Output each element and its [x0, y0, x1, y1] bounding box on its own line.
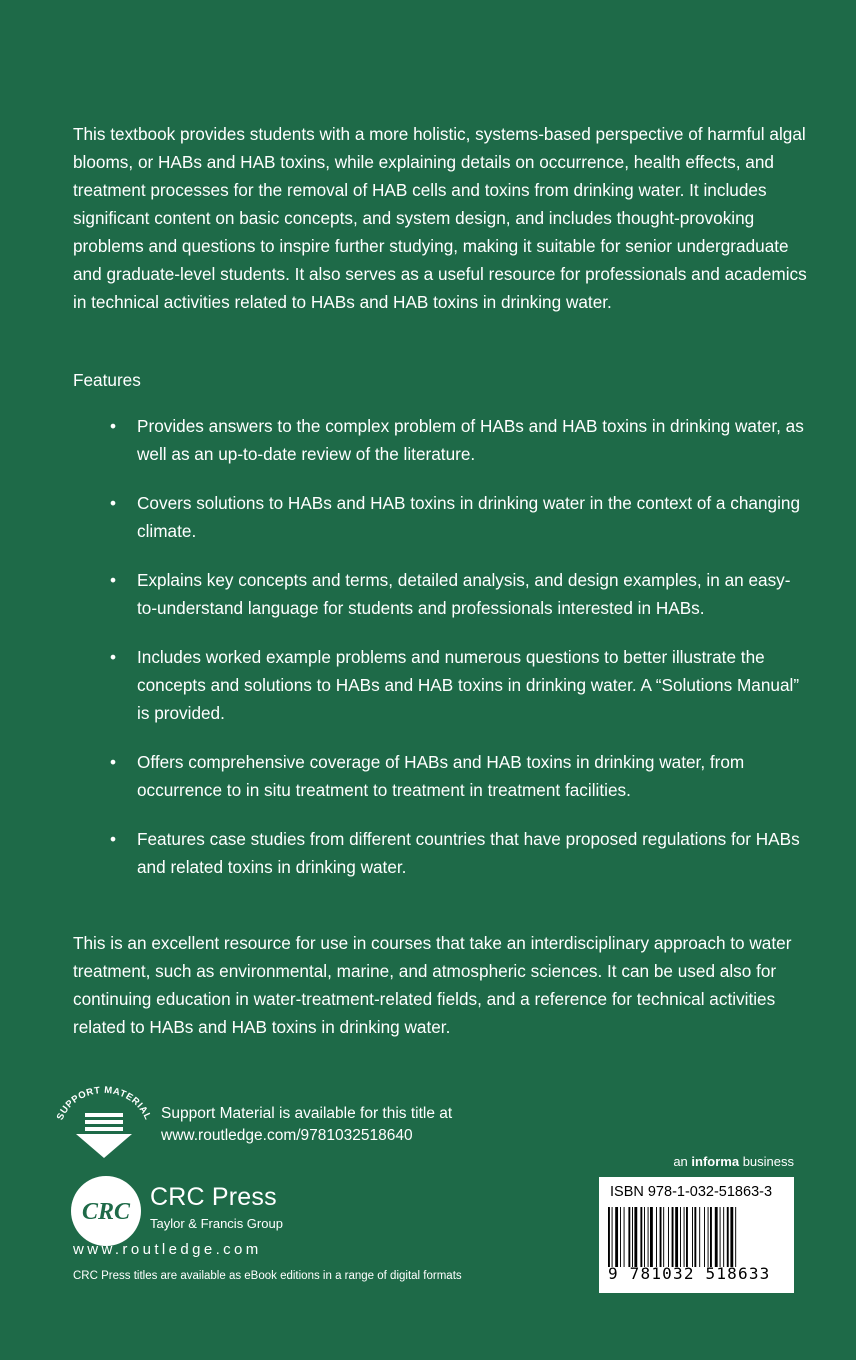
barcode-bar — [684, 1207, 685, 1267]
barcode-bar — [634, 1207, 637, 1267]
bullet-icon: • — [110, 752, 117, 772]
features-list — [110, 412, 810, 881]
feature-item: • Explains key concepts and terms, detailed analysis, and design examples, in an easy-to-understand language for students and professionals interested in HABs. — [110, 566, 810, 622]
barcode-bar — [672, 1207, 674, 1267]
barcode-bar — [720, 1207, 721, 1267]
barcode-bar — [648, 1207, 649, 1267]
barcode-icon — [608, 1207, 786, 1267]
feature-item: • Provides answers to the complex problem of HABs and HAB toxins in drinking water, as well as an up-to-date review of the literature. — [110, 412, 810, 468]
ebook-note: CRC Press titles are available as eBook editions in a range of digital formats — [73, 1270, 462, 1282]
isbn-label: ISBN 978-1-032-51863-3 — [610, 1184, 773, 1200]
barcode-bar — [663, 1207, 664, 1267]
barcode-bar — [699, 1207, 700, 1267]
barcode-bar — [668, 1207, 669, 1267]
svg-text:SUPPORT MATERIAL: SUPPORT MATERIAL — [54, 1085, 154, 1122]
barcode-digits: 9 781032 518633 — [608, 1264, 771, 1283]
barcode-bar — [620, 1207, 621, 1267]
feature-item: • Covers solutions to HABs and HAB toxins in drinking water in the context of a changing climate. — [110, 489, 810, 545]
feature-item: • Includes worked example problems and numerous questions to better illustrate the concepts and solutions to HABs and HAB toxins in drinking water. A “Solutions Manual” is provided. — [110, 643, 810, 727]
barcode-bar — [644, 1207, 645, 1267]
barcode-bar — [727, 1207, 729, 1267]
barcode-bar — [675, 1207, 678, 1267]
bullet-icon: • — [110, 416, 117, 436]
publisher-name: CRC Press — [150, 1183, 277, 1211]
support-line-1: Support Material is available for this title at — [161, 1105, 453, 1122]
barcode-bar — [710, 1207, 712, 1267]
support-url[interactable]: www.routledge.com/9781032518640 — [161, 1127, 413, 1144]
barcode-bar — [704, 1207, 705, 1267]
barcode-bar — [723, 1207, 724, 1267]
support-material-note — [161, 1103, 452, 1147]
intro-paragraph: This textbook provides students with a more holistic, systems-based perspective of harmful algal blooms, or HABs and HAB toxins, while explaining details on occurrence, health effects, and treatment processes for the removal of HAB cells and toxins from drinking water. It includes significant content on basic concepts, and system design, and includes thought-provoking problems and questions to inspire further studying, making it suitable for senior undergraduate and graduate-level students. It also serves as a useful resource for professionals and academics in technical activities related to HABs and HAB toxins in drinking water. — [73, 124, 807, 312]
barcode-bar — [715, 1207, 718, 1267]
barcode-bar — [615, 1207, 618, 1267]
barcode-bar — [735, 1207, 736, 1267]
closing-paragraph: This is an excellent resource for use in courses that take an interdisciplinary approach to water treatment, such as environmental, marine, and atmospheric sciences. It can be used also for continuing education in water-treatment-related fields, and a reference for technical activities related to HABs and HAB toxins in drinking water. — [73, 933, 792, 1037]
barcode-bar — [680, 1207, 681, 1267]
informa-tagline: an informa business — [673, 1154, 794, 1169]
bullet-icon: • — [110, 647, 117, 667]
barcode-bar — [708, 1207, 709, 1267]
barcode-bar — [694, 1207, 696, 1267]
barcode-bar — [608, 1207, 610, 1267]
crc-logo-icon — [70, 1175, 142, 1247]
publisher-website[interactable]: www.routledge.com — [73, 1241, 262, 1258]
barcode-bar — [692, 1207, 693, 1267]
bullet-icon: • — [110, 493, 117, 513]
barcode-bar — [656, 1207, 657, 1267]
support-material-icon — [52, 1085, 156, 1165]
feature-item: • Features case studies from different countries that have proposed regulations for HABs and related toxins in drinking water. — [110, 825, 810, 881]
barcode-bar — [632, 1207, 633, 1267]
svg-text:CRC: CRC — [81, 1199, 131, 1225]
barcode-bar — [686, 1207, 688, 1267]
barcode-bar — [628, 1207, 630, 1267]
barcode-bar — [612, 1207, 613, 1267]
publisher-group: Taylor & Francis Group — [150, 1216, 283, 1231]
barcode-bar — [660, 1207, 662, 1267]
barcode-bar — [640, 1207, 642, 1267]
isbn-barcode — [599, 1177, 794, 1293]
bullet-icon: • — [110, 829, 117, 849]
feature-item: • Offers comprehensive coverage of HABs and HAB toxins in drinking water, from occurrence to in situ treatment to treatment in treatment facilities. — [110, 748, 810, 804]
barcode-bar — [650, 1207, 653, 1267]
bullet-icon: • — [110, 570, 117, 590]
barcode-bar — [624, 1207, 625, 1267]
features-heading: Features — [73, 370, 141, 390]
barcode-bar — [730, 1207, 733, 1267]
